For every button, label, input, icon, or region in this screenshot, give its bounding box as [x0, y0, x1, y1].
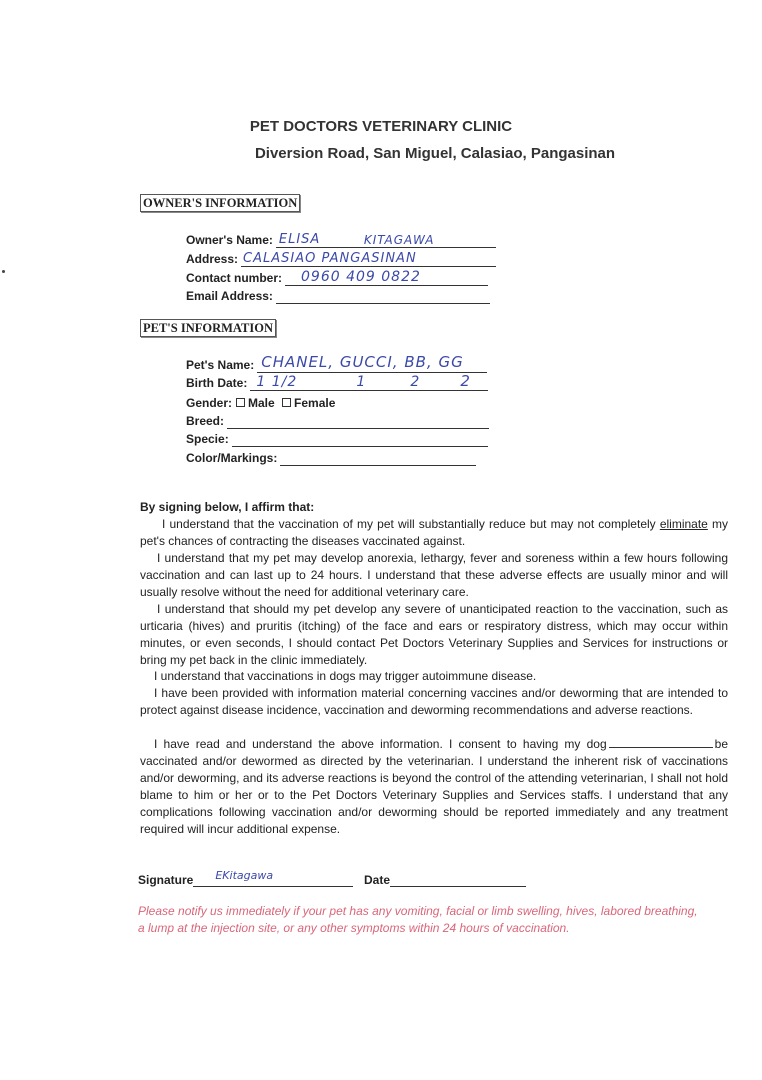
owner-name-line[interactable]	[276, 230, 496, 248]
eliminate-underlined: eliminate	[659, 517, 708, 531]
pet-name-field[interactable]	[186, 355, 487, 373]
pet-breed-label: Breed:	[186, 414, 225, 428]
clinic-address: Diversion Road, San Miguel, Calasiao, Pangasinan	[254, 145, 616, 162]
pet-name-value: CHANEL, GUCCI, BB, GG	[261, 353, 464, 371]
pet-gender-field	[186, 393, 335, 411]
signature-line[interactable]	[193, 868, 353, 887]
affirmation-paragraph-6: I have read and understand the above information. I consent to having my dog be vaccinated and/or dewormed as directed by the veterinarian. I understand the inherent risk of vaccinations and/or deworming, and its adverse reactions is beyond the control of the attending veterinarian, I shall not hold blame to him or her or to the Pet Doctors Veterinary Supplies and Services staffs. I understand that any complications following vaccination and/or deworming should be reported immediately and any treatment required will incur additional expense.	[140, 737, 728, 836]
owner-address-field[interactable]	[186, 249, 496, 267]
date-label: Date	[364, 873, 391, 887]
pet-birth-line[interactable]	[250, 373, 488, 391]
owner-first-name-value: ELISA	[278, 232, 321, 247]
pet-birth-value-4: 2	[460, 372, 471, 390]
scan-speck	[2, 270, 5, 273]
pet-breed-field[interactable]	[186, 411, 489, 429]
dog-name-blank[interactable]	[609, 736, 713, 748]
owner-last-name-value: KITAGAWA	[363, 233, 435, 247]
owner-contact-field[interactable]	[186, 268, 488, 286]
affirmation-paragraph-1: I understand that the vaccination of my pet will substantially reduce but may not completely eliminate my pet's chances of contracting the diseases vaccinated against.	[140, 517, 728, 548]
signature-field[interactable]	[138, 868, 353, 887]
affirmation-paragraph-4: I understand that vaccinations in dogs may trigger autoimmune disease.	[154, 669, 537, 683]
pet-specie-label: Specie:	[186, 432, 229, 446]
affirmation-paragraph-2: I understand that my pet may develop anorexia, lethargy, fever and soreness within a few hours following vaccination and can last up to 24 hours. I understand that these adverse effects are usually minor and will usually resolve without the need for additional veterinary care.	[140, 551, 728, 599]
vaccination-notice: Please notify us immediately if your pet has any vomiting, facial or limb swelling, hives, labored breathing, a lump at the injection site, or any other symptoms within 24 hours of vaccination.	[138, 904, 698, 935]
affirmation-heading: By signing below, I affirm that:	[140, 500, 315, 514]
pet-birth-label: Birth Date:	[186, 376, 248, 390]
owner-address-label: Address:	[186, 252, 239, 266]
pet-section-title: PET'S INFORMATION	[140, 319, 276, 337]
pet-specie-line[interactable]	[232, 429, 488, 447]
owner-section-title: OWNER'S INFORMATION	[140, 194, 300, 212]
pet-color-label: Color/Markings:	[186, 451, 278, 465]
affirmation-paragraph-3: I understand that should my pet develop any severe of unanticipated reaction to the vaccination, such as urticaria (hives) and pruritis (itching) of the face and ears or respiratory distress, which may occur within minutes, or even seconds, I should contact Pet Doctors Veterinary Supplies and Services for instructions or bring my pet back in the clinic immediately.	[140, 602, 728, 667]
owner-contact-value: 0960 409 0822	[301, 269, 421, 285]
pet-gender-label: Gender:	[186, 396, 233, 410]
pet-name-label: Pet's Name:	[186, 358, 255, 372]
gender-male-label: Male	[248, 396, 275, 410]
owner-name-label: Owner's Name:	[186, 233, 273, 247]
clinic-name: PET DOCTORS VETERINARY CLINIC	[249, 118, 513, 135]
owner-contact-label: Contact number:	[186, 271, 282, 285]
signature-label: Signature	[138, 873, 194, 887]
owner-address-line[interactable]	[241, 249, 496, 267]
pet-birth-value-2: 1	[356, 374, 367, 390]
pet-specie-field[interactable]	[186, 429, 488, 447]
pet-name-line[interactable]	[257, 355, 487, 373]
pet-color-field[interactable]	[186, 448, 476, 466]
pet-breed-line[interactable]	[227, 411, 489, 429]
pet-birth-value-3: 2	[410, 374, 421, 390]
date-line[interactable]	[390, 868, 526, 887]
owner-address-value: CALASIAO PANGASINAN	[243, 251, 417, 266]
pet-birth-value-1: 1 1/2	[256, 374, 298, 390]
signature-scribble: EKitagawa	[215, 869, 274, 882]
owner-email-line[interactable]	[276, 286, 490, 304]
owner-contact-line[interactable]	[285, 268, 488, 286]
gender-female-label: Female	[294, 396, 336, 410]
owner-email-field[interactable]	[186, 286, 490, 304]
date-field[interactable]	[364, 868, 526, 887]
affirmation-paragraph-5: I have been provided with information material concerning vaccines and/or deworming that are intended to protect against disease incidence, vaccination and deworming recommendations and adverse reactions.	[140, 686, 728, 717]
gender-male-checkbox[interactable]	[236, 398, 245, 407]
owner-name-field[interactable]	[186, 230, 496, 248]
pet-color-line[interactable]	[280, 448, 476, 466]
owner-email-label: Email Address:	[186, 289, 273, 303]
pet-birth-field[interactable]	[186, 373, 488, 391]
gender-female-checkbox[interactable]	[282, 398, 291, 407]
